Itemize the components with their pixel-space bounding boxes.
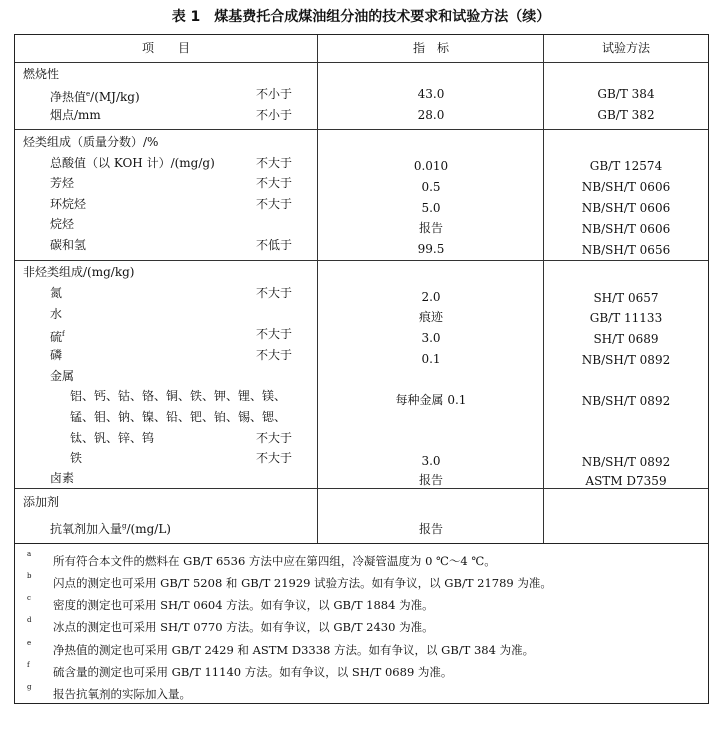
row-value: 2.0 [421,290,441,304]
table-title: 表 1 煤基费托合成煤油组分油的技术要求和试验方法（续） [171,9,551,25]
row-value: 5.0 [421,201,441,215]
row-condition: 不小于 [256,108,293,122]
row-method: NB/SH/T 0606 [581,222,671,236]
row-value: 0.1 [421,352,441,366]
row-divider [15,260,708,261]
row-name: 净热值$^e$/(MJ/kg) [50,90,140,104]
row-condition: 不低于 [256,238,293,252]
row-method: NB/SH/T 0606 [581,201,671,215]
row-condition: 不大于 [256,286,293,300]
row-name: 烷烃 [50,217,75,231]
row-method: NB/SH/T 0892 [581,353,671,367]
row-method: NB/SH/T 0606 [581,180,671,194]
row-value: 报告 [418,221,443,235]
row-name: 环烷烃 [50,197,87,211]
row-name: 氮 [50,286,63,300]
row-name: 总酸值（以 KOH 计）/(mg/g) [50,156,215,170]
header-method: 试验方法 [601,41,650,55]
row-condition: 不大于 [256,431,293,445]
row-condition: 不大于 [256,156,293,170]
row-value: 99.5 [417,242,445,256]
row-value: 43.0 [417,87,445,101]
row-name: 金属 [50,369,75,383]
row-value: 3.0 [421,331,441,345]
row-name: 碳和氢 [50,238,87,252]
row-condition: 不大于 [256,176,293,190]
row-condition: 不小于 [256,87,293,101]
row-method: NB/SH/T 0892 [581,394,671,408]
row-value: 报告 [418,473,443,487]
header-item: 项 目 [141,41,190,55]
row-value: 每种金属 0.1 [395,393,467,407]
row-value: 28.0 [417,108,445,122]
row-name: 芳烃 [50,176,75,190]
metals-line: 钛、钒、锌、钨 [70,431,155,445]
row-condition: 不大于 [256,327,293,341]
row-name: 烟点/mm [50,108,101,122]
row-value: 0.5 [421,180,441,194]
row-method: SH/T 0689 [593,332,659,346]
row-method: GB/T 11133 [589,311,663,325]
row-method: NB/SH/T 0656 [581,243,671,257]
section-heading: 烃类组成（质量分数）/% [23,135,159,149]
spec-table: 项 目 指 标 试验方法 燃烧性 净热值$^e$/(MJ/kg) 不小于 43.0 GB/T 384 烟点/mm 不小于 28.0 GB/T 382 烃类组成（质量分数）/% 总酸值（以 KOH 计）/(mg/g) 不大于 0.010 GB/T 12574 芳烃 不大于 0.5 NB/SH/T 0606 环烷烃 不大于 5.0 NB/SH/T 0606 烷烃 报告 NB/SH/T 0606 碳和氢 不低于 99.5 NB/SH/T 0656 非烃类组成/(mg/kg) 氮 不大于 2.0 SH/T 0657 水 痕迹 GB/T 11133 硫$^f$ 不大于 3.0 SH/T 0689 磷 不大于 0.1 NB/SH/T 0892 金属 铝、钙、钴、铬、铜、铁、钾、锂、镁、 锰、钼、钠、镍、铅、钯、铂、锡、锶、 钛、钒、锌、钨 不大于 每种金属 0.1 NB/SH/T 0892 铁 不大于 3.0 NB/SH/T 0892 卤素 报告 ASTM D7359 添加剂 抗氧剂加入量$^g$/(mg/L) 报告 a 所有符合本文件的燃料在 GB/T 6536 方法中应在第四组，冷凝管温度为 0 ℃～4 ℃。 b 闪点的测定也可采用 GB/T 5208 和 GB/T 21929 试验方法。如有争议，以 GB/T 21789 为准。 c 密度的测定也可采用 SH/T 0604 方法。如有争议，以 GB/T 1884 为准。 d 冰点的测定也可采用 SH/T 0770 方法。如有争议，以 GB/T 2430 为准。 e 净热值的测定也可采用 GB/T 2429 和 ASTM D3338 方法。如有争议，以 GB/T 384 为准。 f 硫含量的测定也可采用 GB/T 11140 方法。如有争议，以 SH/T 0689 为准。 g 报告抗氧剂的实际加入量。 [14,34,709,704]
row-name: 硫$^f$ [50,330,65,344]
header-spec: 指 标 [412,41,449,55]
row-condition: 不大于 [256,348,293,362]
row-divider [15,129,708,130]
row-method: ASTM D7359 [585,474,667,488]
section-heading: 燃烧性 [23,67,60,81]
row-divider [15,62,708,63]
row-value: 3.0 [421,454,441,468]
row-name: 卤素 [50,471,75,485]
row-value: 0.010 [413,159,449,173]
row-name: 磷 [50,348,63,362]
footnote-divider [15,543,708,544]
row-method: GB/T 384 [597,87,655,101]
row-name: 铁 [70,451,83,465]
row-divider [15,488,708,489]
row-method: NB/SH/T 0892 [581,455,671,469]
row-value: 报告 [418,522,443,536]
row-condition: 不大于 [256,451,293,465]
row-value: 痕迹 [418,310,443,324]
row-name: 水 [50,307,63,321]
row-method: GB/T 12574 [589,159,663,173]
row-condition: 不大于 [256,197,293,211]
section-heading: 添加剂 [23,495,60,509]
row-name: 抗氧剂加入量$^g$/(mg/L) [50,522,171,536]
row-method: SH/T 0657 [593,291,659,305]
row-method: GB/T 382 [597,108,655,122]
metals-line: 铝、钙、钴、铬、铜、铁、钾、锂、镁、 [70,389,287,403]
metals-line: 锰、钼、钠、镍、铅、钯、铂、锡、锶、 [70,410,287,424]
section-heading: 非烃类组成/(mg/kg) [23,265,135,279]
